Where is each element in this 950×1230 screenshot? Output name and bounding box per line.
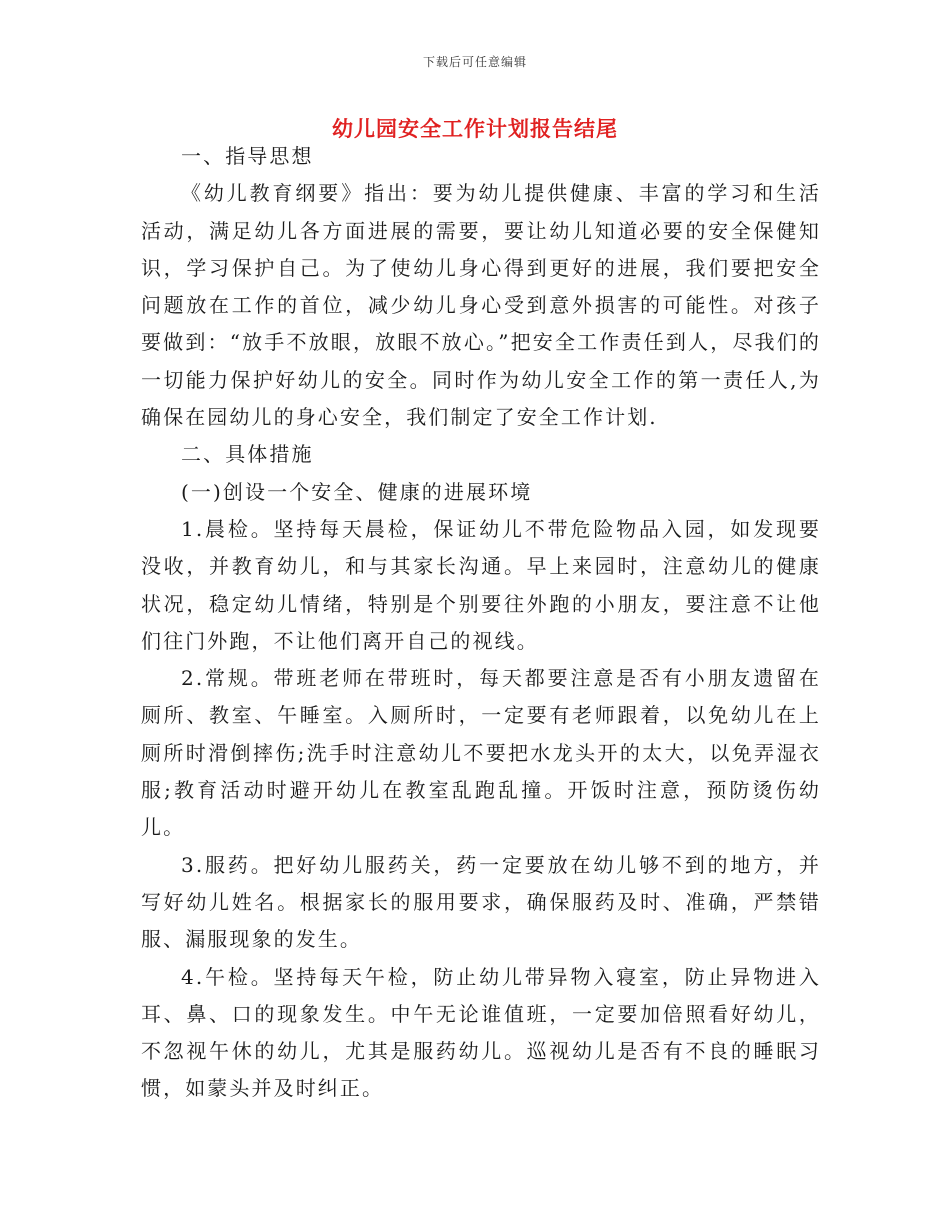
paragraph-routine: 2.常规。带班老师在带班时，每天都要注意是否有小朋友遗留在厕所、教室、午睡室。入厕所时，一定要有老师跟着，以免幼儿在上厕所时滑倒摔伤;洗手时注意幼儿不要把水龙头开的太大，以免弄湿衣服;教育活动时避开幼儿在教室乱跑乱撞。开饭时注意，预防烫伤幼儿。 [141, 666, 821, 840]
section-heading-specific-measures: 二、具体措施 [181, 442, 314, 467]
document-title: 幼儿园安全工作计划报告结尾 [332, 116, 618, 141]
section-heading-guiding-ideology: 一、指导思想 [181, 144, 314, 168]
subsection-heading-environment: (一)创设一个安全、健康的进展环境 [181, 479, 533, 504]
paragraph-medication: 3.服药。把好幼儿服药关，药一定要放在幼儿够不到的地方，并写好幼儿姓名。根据家长的服用要求，确保服药及时、准确，严禁错服、漏服现象的发生。 [141, 852, 821, 952]
paragraph-guiding-ideology: 《幼儿教育纲要》指出：要为幼儿提供健康、丰富的学习和生活活动，满足幼儿各方面进展的需要，要让幼儿知道必要的安全保健知识，学习保护自己。为了使幼儿身心得到更好的进展，我们要把安全问题放在工作的首位，减少幼儿身心受到意外损害的可能性。对孩子要做到：“放手不放眼，放眼不放心。”把安全工作责任到人，尽我们的一切能力保护好幼儿的安全。同时作为幼儿安全工作的第一责任人,为确保在园幼儿的身心安全，我们制定了安全工作计划. [141, 181, 821, 430]
paragraph-noon-check: 4.午检。坚持每天午检，防止幼儿带异物入寝室，防止异物进入耳、鼻、口的现象发生。中午无论谁值班，一定要加倍照看好幼儿，不忽视午休的幼儿，尤其是服药幼儿。巡视幼儿是否有不良的睡眠习惯，如蒙头并及时纠正。 [141, 964, 821, 1101]
document-body [141, 138, 821, 1108]
header-note: 下载后可任意编辑 [422, 55, 527, 69]
paragraph-morning-check: 1.晨检。坚持每天晨检，保证幼儿不带危险物品入园，如发现要没收，并教育幼儿，和与其家长沟通。早上来园时，注意幼儿的健康状况，稳定幼儿情绪，特别是个别要往外跑的小朋友，要注意不让他们往门外跑，不让他们离开自己的视线。 [141, 516, 821, 653]
